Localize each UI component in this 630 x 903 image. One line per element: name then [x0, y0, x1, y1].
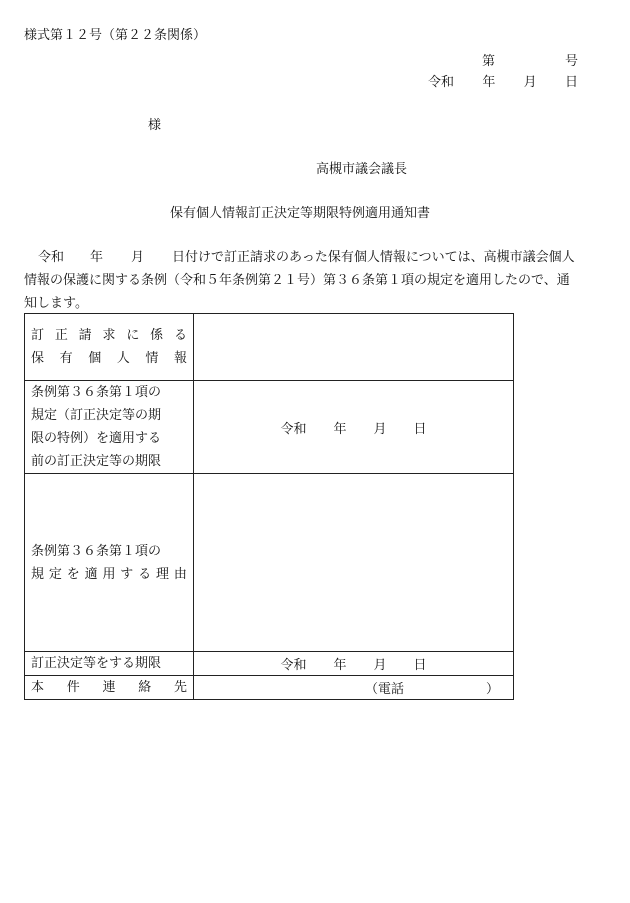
- body-line-3: 知します。: [24, 296, 88, 311]
- contact-field[interactable]: （電話 ）: [194, 676, 514, 700]
- new-deadline-field[interactable]: [194, 652, 514, 676]
- personal-info-field[interactable]: [194, 314, 514, 381]
- notice-table: [24, 313, 514, 700]
- label-line: 訂 正 請 求 に 係 る: [31, 328, 187, 343]
- label-personal-info: [25, 314, 194, 381]
- issue-date: 令和 年 月 日: [428, 75, 578, 90]
- original-deadline-field[interactable]: [194, 381, 514, 474]
- notice-title: 保有個人情報訂正決定等期限特例適用通知書: [170, 206, 431, 221]
- form-number: 様式第１２号（第２２条関係）: [24, 28, 207, 43]
- label-new-deadline: 訂正決定等をする期限: [25, 652, 194, 676]
- table-row: [25, 314, 514, 381]
- table-row: [25, 676, 514, 700]
- body-line-2: 情報の保護に関する条例（令和５年条例第２１号）第３６条第１項の規定を適用したので、通: [24, 273, 570, 288]
- notice-body: [24, 246, 604, 315]
- table-row: [25, 652, 514, 676]
- body-line-1: 令和 年 月 日付けで訂正請求のあった保有個人情報については、高槻市議会個人: [38, 250, 575, 265]
- date-placeholder: 令和 年 月 日: [280, 421, 427, 437]
- reason-field[interactable]: [194, 474, 514, 652]
- table-row: [25, 381, 514, 474]
- date-placeholder: 令和 年 月 日: [280, 658, 427, 673]
- table-row: [25, 474, 514, 652]
- label-reason: 条例第３６条第１項の 規 定 を 適 用 す る 理 由: [25, 474, 194, 652]
- label-original-deadline: 条例第３６条第１項の 規定（訂正決定等の期 限の特例）を適用する 前の訂正決定等の期限: [25, 381, 194, 474]
- label-contact: 本 件 連 絡 先: [25, 676, 194, 700]
- sender-name: 高槻市議会議長: [316, 162, 408, 177]
- label-line: 保 有 個 人 情 報: [31, 351, 187, 366]
- document-number: 第 号: [482, 54, 578, 69]
- addressee: 様: [148, 118, 162, 133]
